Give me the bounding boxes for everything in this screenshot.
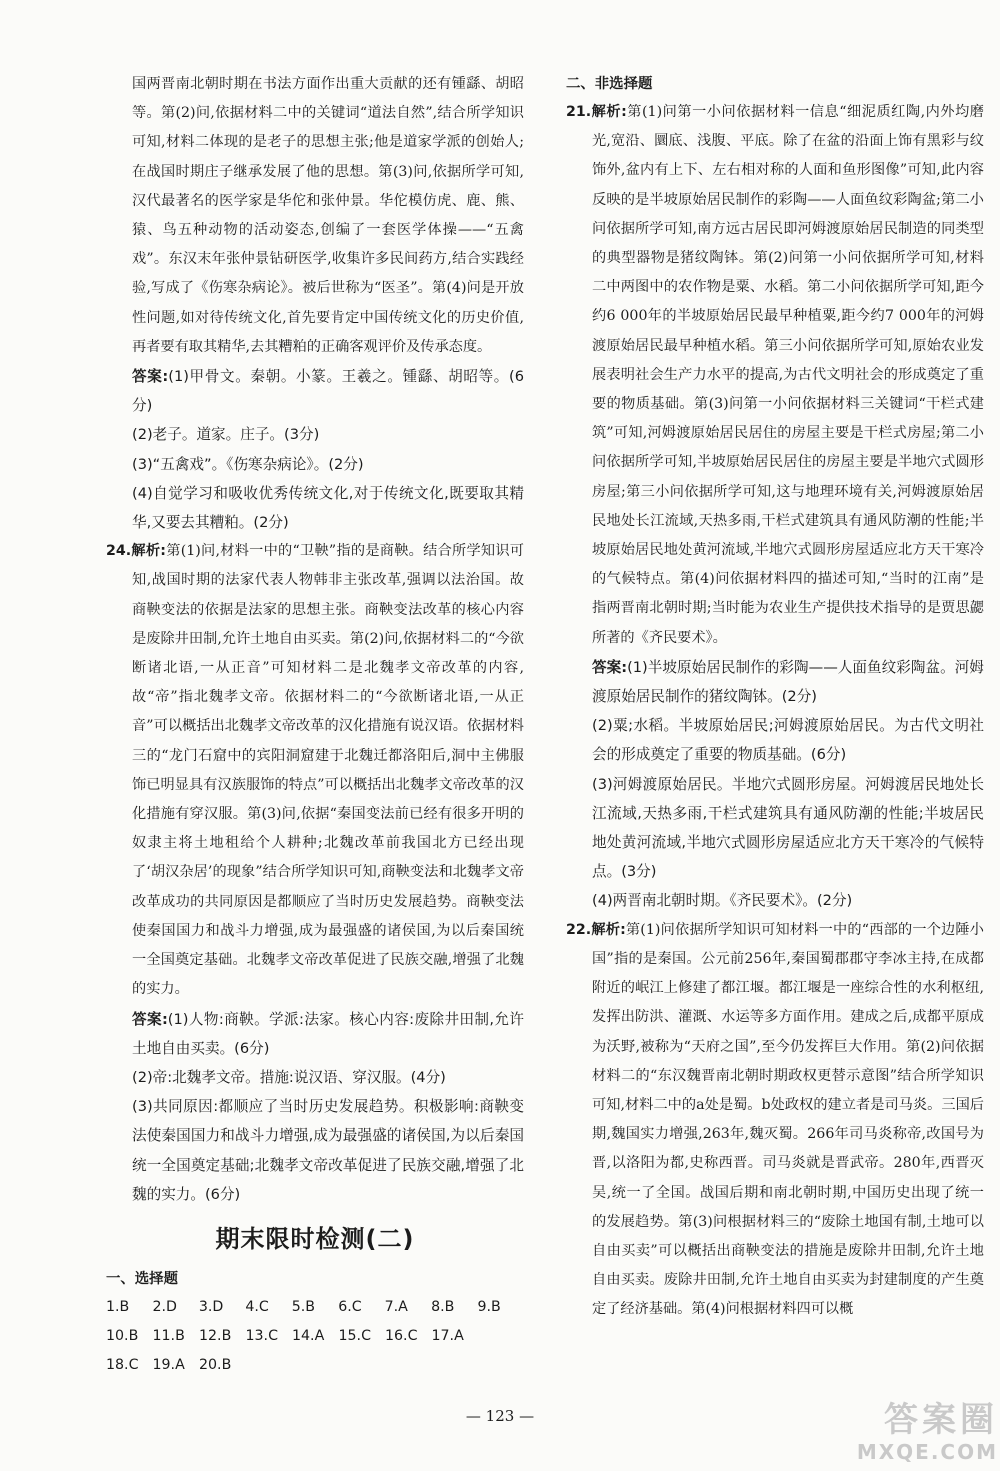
q24-answer-1-text: (1)人物:商鞅。学派:法家。核心内容:废除井田制,允许土地自由买卖。(6分) — [132, 1010, 524, 1057]
q24-number: 24. — [106, 543, 132, 560]
mc-answer-item: 12.B — [199, 1327, 232, 1344]
mc-answer-item: 9.B — [477, 1298, 501, 1315]
mc-answer-row — [106, 1322, 524, 1351]
q24-answer-3: (3)共同原因:都顺应了当时历史发展趋势。积极影响:商鞅变法使秦国国力和战斗力增强,成为最强盛的诸侯国,为以后秦国统一全国奠定基础;北魏孝文帝改革促进了民族交融,增强了北魏的实力。(6分) — [132, 1098, 524, 1203]
q23-answer-4: (4)自觉学习和吸收优秀传统文化,对于传统文化,既要取其精华,又要去其糟粕。(2分) — [132, 484, 524, 532]
mc-answer-item: 5.B — [291, 1298, 316, 1315]
q21-analysis-label: 解析: — [591, 104, 627, 120]
mc-answer-item: 11.B — [152, 1327, 185, 1344]
q23-answer-2: (2)老子。道家。庄子。(3分) — [132, 426, 320, 444]
q21-analysis — [566, 98, 984, 653]
answer-label: 答案: — [132, 368, 169, 386]
mc-answer-item: 1.B — [106, 1298, 130, 1315]
q21-answer-3: (3)河姆渡原始居民。半地穴式圆形房屋。河姆渡居民地处长江流域,天热多雨,干栏式建筑具有通风防潮的性能;半坡居民地处黄河流域,半地穴式圆形房屋适应北方天干寒冷的气候特点。(3分) — [592, 775, 984, 881]
mc-answer-item: 17.A — [431, 1327, 464, 1344]
mc-answer-item: 16.C — [385, 1327, 418, 1344]
mc-answer-grid — [106, 1293, 524, 1380]
q22-analysis — [566, 916, 984, 1325]
mc-answer-item: 2.D — [152, 1298, 177, 1315]
answer-label: 答案: — [592, 658, 628, 676]
mc-answer-item: 18.C — [106, 1356, 139, 1373]
mc-answer-item: 14.A — [292, 1327, 325, 1344]
mc-answer-item: 6.C — [338, 1298, 362, 1315]
q24-analysis — [106, 537, 524, 1004]
mc-answer-item: 8.B — [431, 1298, 455, 1315]
section-heading: 二、非选择题 — [566, 76, 653, 92]
q23-analysis-continued: 国两晋南北朝时期在书法方面作出重大贡献的还有锺繇、胡昭等。第(2)问,依据材料二中的关键词“道法自然”,结合所学知识可知,材料二体现的是老子的思想主张;他是道家学派的创始人;在战国时期庄子继承发展了他的思想。第(3)问,依据所学可知,汉代最著名的医学家是华佗和张仲景。华佗模仿虎、鹿、熊、猿、鸟五种动物的活动姿态,创编了一套医学体操——“五禽戏”。东汉末年张仲景钻研医学,收集许多民间药方,结合实践经验,写成了《伤寒杂病论》。被后世称为“医圣”。第(4)问是开放性问题,如对待传统文化,首先要肯定中国传统文化的历史价值,再者要有取其精华,去其糟粕的正确客观评价及传承态度。 — [132, 76, 524, 355]
mc-answer-item: 13.C — [245, 1327, 278, 1344]
answer-label: 答案: — [132, 1010, 168, 1028]
q23-answer-3: (3)“五禽戏”。《伤寒杂病论》。(2分) — [132, 455, 364, 473]
q21-analysis-text: 第(1)问第一小问依据材料一信息“细泥质红陶,内外均磨光,宽沿、圜底、浅腹、平底。除了在盆的沿面上饰有黑彩与纹饰外,盆内有上下、左右相对称的人面和鱼形图像”可知,此内容反映的是半坡原始居民制作的彩陶——人面鱼纹彩陶盆;第二小问依据所学可知,南方远古居民即河姆渡原始居民制造的同类型的典型器物是猪纹陶钵。第(2)问第一小问依据所学可知,材料二中两图中的农作物是粟、水稻。第二小问依据所学可知,距今约6 000年的半坡原始居民最早种植粟,距今约7 000年的河姆渡原始居民最早种植水稻。第三小问依据所学可知,原始农业发展表明社会生产力水平的提高,为古代文明社会的形成奠定了重要的物质基础。第(3)问第一小问依据材料三关键词“干栏式建筑”可知,河姆渡原始居民居住的房屋主要是干栏式房屋;第二小问依据所学可知,半坡原始居民居住的房屋主要是半地穴式圆形房屋;第三小问依据所学可知,这与地理环境有关,河姆渡原始居民地处长江流域,天热多雨,干栏式建筑具有通风防潮的性能;半坡原始居民地处黄河流域,半地穴式圆形房屋适应北方天干寒冷的气候特点。第(4)问依据材料四的描述可知,“当时的江南”是指两晋南北朝时期;当时能为农业生产提供技术指导的是贾思勰所著的《齐民要术》。 — [592, 104, 984, 646]
watermark-line-1: 答案圈 — [884, 1400, 998, 1440]
q23-answer-1-text: (1)甲骨文。秦朝。小篆。王羲之。锺繇、胡昭等。(6分) — [132, 368, 524, 415]
q21-answer-1-text: (1)半坡原始居民制作的彩陶——人面鱼纹彩陶盆。河姆渡原始居民制作的猪纹陶钵。(2分) — [592, 658, 984, 706]
mc-answer-row — [106, 1293, 524, 1322]
q22-number: 22. — [566, 921, 592, 938]
right-column — [566, 70, 984, 1325]
mc-answer-item: 15.C — [338, 1327, 371, 1344]
page-number: — 123 — — [465, 1407, 535, 1425]
mc-answer-item: 10.B — [106, 1327, 139, 1344]
watermark-logo — [800, 1400, 998, 1468]
q21-answer-2: (2)粟;水稻。半坡原始居民;河姆渡原始居民。为古代文明社会的形成奠定了重要的物质基础。(6分) — [592, 717, 984, 764]
exam-title: 期末限时检测(二) — [215, 1224, 415, 1253]
mc-heading: 一、选择题 — [106, 1270, 178, 1287]
mc-answer-item: 7.A — [384, 1298, 408, 1315]
q23-answer-1 — [106, 362, 524, 420]
q24-analysis-text: 第(1)问,材料一中的“卫鞅”指的是商鞅。结合所学知识可知,战国时期的法家代表人物韩非主张改革,强调以法治国。故商鞅变法的依据是法家的思想主张。商鞅变法改革的核心内容是废除井田制,允许土地自由买卖。第(2)问,依据材料二的“今欲断诸北语,一从正音”可知材料二是北魏孝文帝改革的内容,故“帝”指北魏孝文帝。依据材料二的“今欲断诸北语,一从正音”可以概括出北魏孝文帝改革的汉化措施有说汉语。依据材料三的“龙门石窟中的宾阳洞窟建于北魏迁都洛阳后,洞中主佛服饰已明显具有汉族服饰的特点”可以概括出北魏孝文帝改革的汉化措施有穿汉服。第(3)问,依据“秦国变法前已经有很多开明的奴隶主将土地租给个人耕种;北魏改革前我国北方已经出现了‘胡汉杂居’的现象”结合所学知识可知,商鞅变法和北魏孝文帝改革成功的共同原因是都顺应了当时历史发展趋势。商鞅变法使秦国国力和战斗力增强,成为最强盛的诸侯国,为以后秦国统一全国奠定基础。北魏孝文帝改革促进了民族交融,增强了北魏的实力。 — [132, 543, 524, 998]
q24-analysis-label: 解析: — [131, 543, 166, 560]
mc-answer-item: 4.C — [245, 1298, 269, 1315]
mc-answer-item: 20.B — [199, 1356, 232, 1373]
mc-answer-item: 3.D — [198, 1298, 224, 1315]
q22-analysis-label: 解析: — [591, 921, 626, 938]
q21-answer-1 — [566, 653, 984, 711]
q21-answer-4: (4)两晋南北朝时期。《齐民要术》。(2分) — [592, 892, 853, 910]
q22-analysis-text: 第(1)问依据所学知识可知材料一中的“西部的一个边陲小国”指的是秦国。公元前256年,秦国蜀郡郡守李冰主持,在成都附近的岷江上修建了都江堰。都江堰是一座综合性的水利枢纽,发挥出防洪、灌溉、水运等多方面作用。建成之后,成都平原成为沃野,被称为“天府之国”,至今仍发挥巨大作用。第(2)问依据材料二的“东汉魏晋南北朝时期政权更替示意图”结合所学知识可知,材料二中的a处是蜀。b处政权的建立者是司马炎。三国后期,魏国实力增强,263年,魏灭蜀。266年司马炎称帝,改国号为晋,以洛阳为都,史称西晋。司马炎就是晋武帝。280年,西晋灭吴,统一了全国。战国后期和南北朝时期,中国历史出现了统一的发展趋势。第(3)问根据材料三的“废除土地国有制,土地可以自由买卖”可以概括出商鞅变法的措施是废除井田制,允许土地自由买卖。废除井田制,允许土地自由买卖为封建制度的产生奠定了经济基础。第(4)问根据材料四可以概 — [592, 921, 984, 1318]
q24-answer-2: (2)帝:北魏孝文帝。措施:说汉语、穿汉服。(4分) — [132, 1068, 446, 1086]
left-column — [106, 70, 524, 1380]
mc-answer-item: 19.A — [152, 1356, 185, 1373]
q21-number: 21. — [566, 104, 592, 120]
q24-answer-1 — [106, 1005, 524, 1063]
mc-answer-row — [106, 1351, 524, 1380]
watermark-line-2: MXQE.COM — [856, 1440, 998, 1464]
